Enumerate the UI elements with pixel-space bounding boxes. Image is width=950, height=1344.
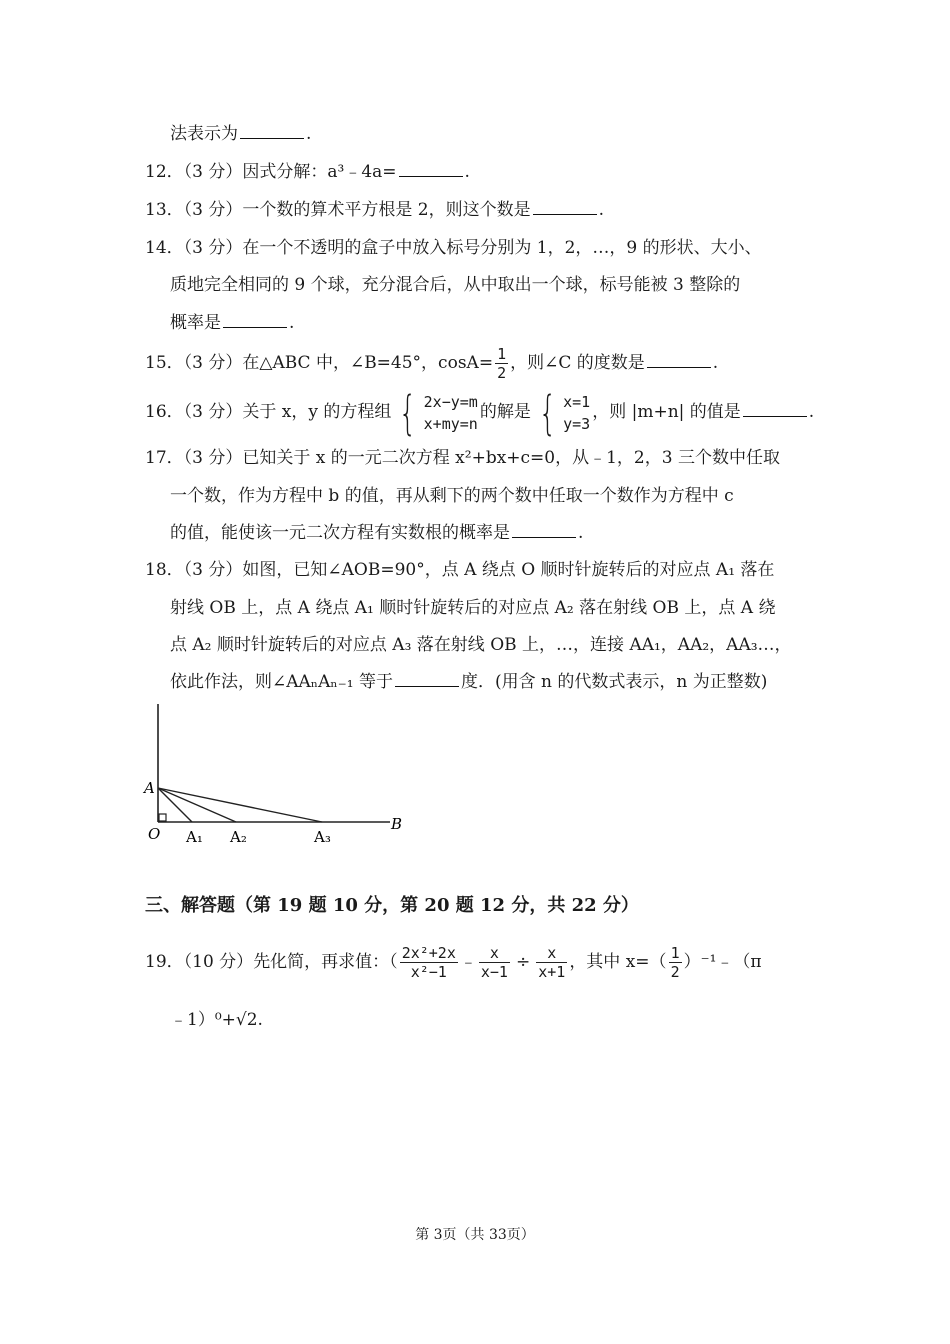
- minus-sign: ﹣: [459, 952, 477, 972]
- division-sign: ÷: [515, 952, 531, 972]
- answer-blank: [395, 670, 459, 687]
- q12-score: （3 分）: [183, 162, 243, 182]
- question-14-line1: [145, 236, 762, 260]
- q19-score: （10 分）: [183, 952, 254, 972]
- page-footer: [0, 1224, 950, 1244]
- q19-number: 19．: [145, 952, 184, 972]
- frac-numerator: 2x²+2x: [401, 943, 456, 962]
- left-brace-icon: {: [538, 385, 557, 440]
- frac-denominator: x−1: [480, 962, 508, 981]
- q12-number: 12．: [145, 162, 184, 182]
- frac-numerator: x: [479, 946, 510, 963]
- q17-score: （3 分）: [183, 448, 243, 468]
- question-14-line2: [170, 273, 740, 297]
- q16-text-c: ，则 |m+n| 的值是: [592, 402, 741, 422]
- question-18-line4: [170, 670, 767, 694]
- q17-number: 17．: [145, 448, 184, 468]
- q19-text-b: ，其中 x=（: [569, 952, 667, 972]
- q16-score: （3 分）: [183, 402, 243, 422]
- q19-text-c: ）⁻¹﹣（π: [683, 952, 762, 972]
- section-title: [145, 894, 639, 918]
- q14-text-3: 概率是: [170, 313, 221, 333]
- q14-text-2: 质地完全相同的 9 个球，充分混合后，从中取出一个球，标号能被 3 整除的: [170, 275, 741, 295]
- label-b: B: [391, 815, 403, 833]
- rotation-figure: [138, 698, 408, 850]
- q18-score: （3 分）: [183, 560, 243, 580]
- answer-blank: [743, 400, 807, 417]
- frac-denominator: x²−1: [410, 962, 447, 981]
- q18-text-4a: 依此作法，则∠AAₙAₙ₋₁ 等于: [170, 672, 393, 692]
- q19-text-2: ﹣1）⁰+√2.: [170, 1010, 263, 1030]
- q17-text-3: 的值，能使该一元二次方程有实数根的概率是: [170, 523, 510, 543]
- q14-number: 14．: [145, 238, 184, 258]
- right-angle-mark: [159, 814, 166, 821]
- label-a2: A₂: [230, 828, 247, 846]
- question-17-line3: [170, 521, 583, 545]
- q11-end: .: [306, 124, 312, 144]
- question-18-line1: [145, 558, 774, 582]
- section-3-heading: 三、解答题（第 19 题 10 分，第 20 题 12 分，共 22 分）: [145, 895, 639, 916]
- q18-text-2: 射线 OB 上，点 A 绕点 A₁ 顺时针旋转后的对应点 A₂ 落在射线 OB 上，点 A 绕: [170, 598, 776, 618]
- q16-text-a: 关于 x，y 的方程组: [242, 402, 392, 422]
- label-a3: A₃: [314, 828, 331, 846]
- fraction-expression-3: [536, 943, 567, 981]
- question-12: [145, 160, 470, 184]
- q18-text-1: 如图，已知∠AOB=90°，点 A 绕点 O 顺时针旋转后的对应点 A₁ 落在: [242, 560, 775, 580]
- q16-number: 16．: [145, 402, 184, 422]
- label-o: O: [148, 825, 161, 843]
- page-number: 第 3页（共 33页）: [415, 1227, 535, 1243]
- system-row: 2x−y=m: [423, 392, 478, 411]
- question-17-line2: [170, 484, 734, 508]
- q13-number: 13．: [145, 200, 184, 220]
- question-14-line3: [170, 311, 294, 335]
- question-18-line2: [170, 596, 775, 620]
- segment-aa1: [158, 788, 192, 822]
- fraction-one-half: [495, 344, 508, 382]
- question-13: [145, 198, 604, 222]
- q15-text-b: ，则∠C 的度数是: [510, 353, 645, 373]
- fraction-expression-1: [400, 943, 458, 981]
- q15-end: .: [712, 353, 719, 373]
- frac-numerator: x: [536, 946, 567, 963]
- q18-text-4b: 度．(用含 n 的代数式表示，n 为正整数): [460, 672, 768, 692]
- equation-system-2: [533, 385, 591, 440]
- system-row: x=1: [563, 392, 591, 411]
- answer-blank: [240, 122, 304, 139]
- frac-denominator: x+1: [538, 962, 566, 981]
- q16-text-b: 的解是: [479, 402, 531, 422]
- question-19-line2: [170, 1008, 263, 1032]
- q17-end: .: [578, 523, 584, 543]
- q14-text-1: 在一个不透明的盒子中放入标号分别为 1，2，…，9 的形状、大小、: [242, 238, 762, 258]
- fraction-expression-2: [479, 943, 510, 981]
- q12-end: .: [464, 162, 470, 182]
- q17-text-2: 一个数，作为方程中 b 的值，再从剩下的两个数中任取一个数作为方程中 c: [170, 486, 734, 506]
- q18-text-3: 点 A₂ 顺时针旋转后的对应点 A₃ 落在射线 OB 上，…，连接 AA₁，AA₂，AA₃…，: [170, 635, 792, 655]
- question-19-line1: [145, 942, 762, 982]
- question-17-line1: [145, 446, 780, 470]
- answer-blank: [223, 311, 287, 328]
- question-18-line3: [170, 633, 792, 657]
- q15-text-a: 在△ABC 中，∠B=45°，cosA=: [242, 353, 494, 373]
- q13-score: （3 分）: [183, 200, 243, 220]
- left-brace-icon: {: [399, 385, 417, 440]
- q18-number: 18．: [145, 560, 184, 580]
- question-15: [145, 346, 718, 381]
- frac-denominator: 2: [670, 962, 680, 981]
- q15-number: 15．: [145, 353, 184, 373]
- system-row: y=3: [563, 414, 591, 433]
- q12-text: 因式分解：a³﹣4a=: [242, 162, 397, 182]
- q11-tail: [170, 122, 311, 146]
- q16-end: .: [808, 402, 815, 422]
- frac-numerator: 1: [497, 344, 507, 363]
- q13-end: .: [598, 200, 605, 220]
- system-row: x+my=n: [423, 414, 478, 433]
- label-a1: A₁: [186, 828, 203, 846]
- question-16: [145, 385, 815, 440]
- answer-blank: [647, 351, 711, 368]
- answer-blank: [399, 160, 463, 177]
- q11-text: 法表示为: [170, 124, 238, 144]
- frac-denominator: 2: [497, 363, 507, 382]
- q14-end: .: [289, 313, 295, 333]
- answer-blank: [512, 521, 576, 538]
- q17-text-1: 已知关于 x 的一元二次方程 x²+bx+c=0，从﹣1，2，3 三个数中任取: [242, 448, 780, 468]
- equation-system-1: [393, 385, 478, 440]
- segment-aa3: [158, 788, 322, 822]
- q19-text-a: 先化简，再求值：（: [253, 952, 398, 972]
- q14-score: （3 分）: [183, 238, 243, 258]
- label-a: A: [144, 779, 155, 797]
- q15-score: （3 分）: [183, 353, 243, 373]
- fraction-one-half: [669, 943, 682, 981]
- frac-numerator: 1: [670, 943, 680, 962]
- segment-aa2: [158, 788, 236, 822]
- answer-blank: [533, 198, 597, 215]
- q13-text: 一个数的算术平方根是 2，则这个数是: [242, 200, 531, 220]
